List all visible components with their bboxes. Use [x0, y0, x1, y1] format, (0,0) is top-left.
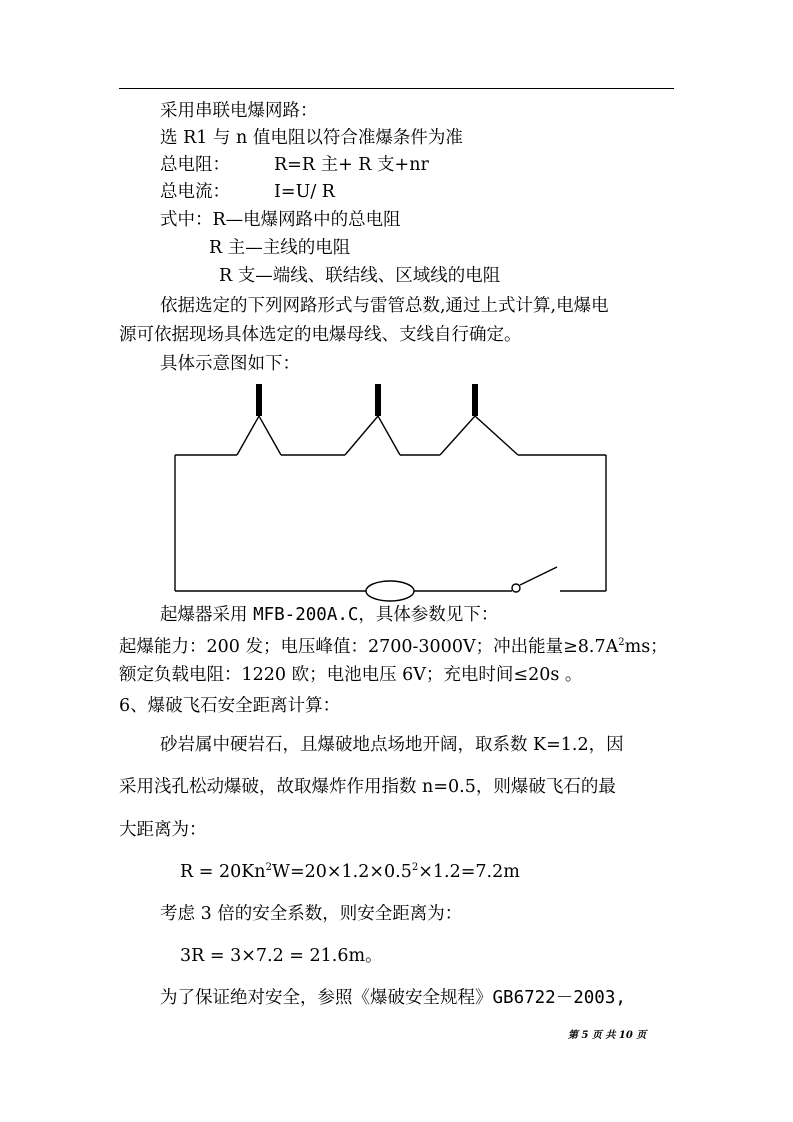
params-sup: 2 — [618, 637, 625, 648]
eq1-part-a: R = 20Kn — [180, 862, 266, 882]
para-regulation — [119, 985, 679, 1011]
eq1-sup-2: 2 — [411, 862, 419, 873]
regulation-code: GB6722－2003, — [492, 988, 626, 1008]
detonator-wire-2 — [345, 416, 400, 455]
detonator-wire-1 — [237, 416, 281, 455]
equation-max-distance — [119, 859, 679, 885]
switch-lever — [520, 567, 557, 585]
para-flyrock-line1: 砂岩属中硬岩石，且爆破地点场地开阔，取系数 K=1.2，因 — [160, 735, 624, 755]
eq1-sup-1: 2 — [265, 862, 272, 873]
line-r-main: R 主—主线的电阻 — [209, 238, 351, 258]
device-text-a: 起爆器采用 — [160, 605, 254, 625]
eq1-part-b: W=20×1.2×0.5 — [271, 862, 412, 882]
exploder-params-line2: 额定负载电阻：1220 欧；电池电压 6V；充电时间≤20s 。 — [119, 665, 583, 685]
para-flyrock-line3: 大距离为： — [119, 820, 207, 840]
line-series-network: 采用串联电爆网路： — [160, 101, 318, 121]
detonator-3 — [472, 384, 478, 416]
section-6-heading: 6、爆破飞石安全距离计算： — [119, 696, 341, 716]
exploder-params-line1 — [119, 634, 679, 660]
device-text-b: ，具体参数见下： — [358, 605, 499, 625]
label-total-current: 总电流： — [160, 182, 230, 202]
exploder-symbol — [366, 581, 414, 601]
label-total-resistance: 总电阻： — [160, 155, 230, 175]
para-safety-factor: 考虑 3 倍的安全系数，则安全距离为： — [160, 904, 463, 924]
exploder-device-line — [119, 602, 679, 628]
page-number: 第 5 页 共 10 页 — [568, 1030, 647, 1041]
equation-safety-distance: 3R = 3×7.2 = 21.6m。 — [180, 946, 383, 966]
figure-intro: 具体示意图如下： — [160, 354, 300, 374]
line-r-branch: R 支—端线、联结线、区域线的电阻 — [219, 266, 501, 286]
para-flyrock-line2: 采用浅孔松动爆破，故取爆炸作用指数 n=0.5，则爆破飞石的最 — [119, 777, 616, 797]
detonator-wire-3 — [440, 416, 518, 455]
line-select-resistance: 选 R1 与 n 值电阻以符合准爆条件为准 — [160, 128, 463, 148]
params-text-b: ms； — [624, 637, 668, 657]
para-network-line2: 源可依据现场具体选定的电爆母线、支线自行确定。 — [119, 325, 522, 345]
line-where-r: 式中：R—电爆网路中的总电阻 — [160, 210, 401, 230]
params-text-a: 起爆能力：200 发；电压峰值：2700-3000V；冲出能量≥8.7A — [119, 637, 619, 657]
regulation-text: 为了保证绝对安全，参照《爆破安全规程》 — [160, 988, 493, 1008]
formula-total-current: I=U/ R — [274, 182, 335, 202]
detonator-2 — [375, 384, 381, 416]
formula-total-resistance: R=R 主+ R 支+nr — [274, 155, 429, 175]
para-network-line1: 依据选定的下列网路形式与雷管总数,通过上式计算,电爆电 — [160, 296, 609, 316]
eq1-part-c: ×1.2=7.2m — [418, 862, 520, 882]
switch-contact — [512, 584, 520, 592]
device-model: MFB-200A.C — [253, 605, 359, 625]
detonator-1 — [256, 384, 262, 416]
